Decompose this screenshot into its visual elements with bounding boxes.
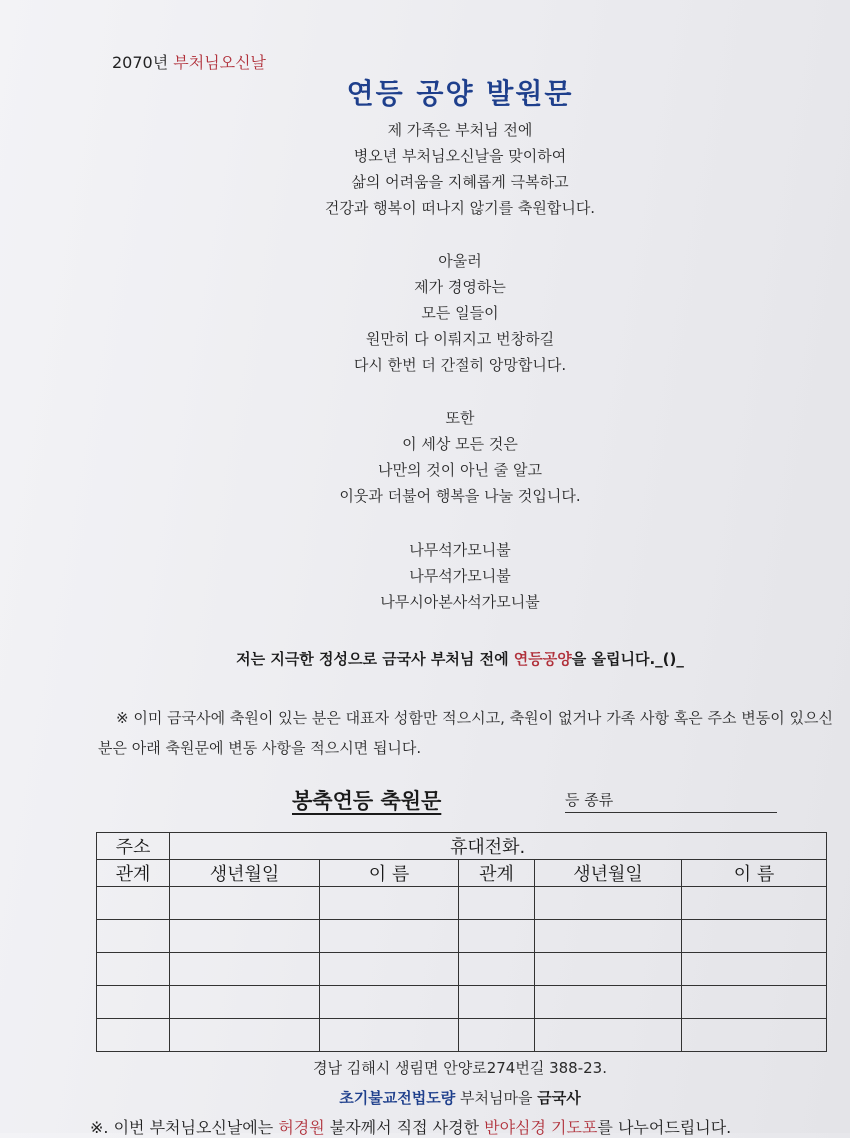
- poem-line: 병오년 부처님오신날을 맞이하여: [353, 147, 567, 165]
- table-cell[interactable]: [535, 887, 682, 920]
- temple-name: 금국사: [537, 1089, 581, 1107]
- table-cell[interactable]: [535, 1019, 682, 1052]
- bottom-prefix: ※. 이번 부처님오신날에는: [90, 1118, 279, 1137]
- poem-line: 이 세상 모든 것은: [402, 435, 518, 453]
- poem-line: 또한: [445, 409, 475, 427]
- table-cell[interactable]: [459, 887, 535, 920]
- poem-line: 모든 일들이: [421, 304, 499, 322]
- form-title: 봉축연등 축원문: [292, 789, 442, 813]
- stanza-2: [0, 248, 850, 378]
- offering-suffix: 을 올립니다._()_: [571, 650, 684, 668]
- table-row: [97, 833, 827, 860]
- poem-line: 건강과 행복이 떠나지 않기를 축원합니다.: [324, 199, 596, 217]
- year-text: 2070년: [112, 53, 169, 72]
- bottom-suffix: 를 나누어드립니다.: [597, 1118, 732, 1137]
- table-cell[interactable]: [682, 1019, 827, 1052]
- column-header: 이 름: [320, 860, 459, 887]
- org-name: 초기불교전법도량: [339, 1089, 456, 1107]
- table-cell[interactable]: [459, 1019, 535, 1052]
- table-cell[interactable]: [97, 986, 170, 1019]
- address-label: 주소: [97, 833, 170, 860]
- header-line: [112, 50, 266, 73]
- table-cell[interactable]: [320, 986, 459, 1019]
- page-title: 연등 공양 발원문: [346, 77, 574, 110]
- instruction-note: ※ 이미 금국사에 축원이 있는 분은 대표자 성함만 적으시고, 축원이 없거나 가족 사항 혹은 주소 변동이 있으신 분은 아래 축원문에 변동 사항을 적으시면 됩니다.: [98, 709, 833, 757]
- poem-line: 아울러: [438, 252, 482, 270]
- bottom-mid: 불자께서 직접 사경한: [324, 1118, 485, 1137]
- poem-line: 원만히 다 이뤄지고 번창하길: [365, 330, 555, 348]
- stanza-3: [0, 405, 850, 509]
- table-cell[interactable]: [320, 953, 459, 986]
- offering-highlight: 연등공양: [513, 650, 572, 668]
- poem-line: 제가 경영하는: [414, 278, 506, 296]
- table-cell[interactable]: [682, 986, 827, 1019]
- table-cell[interactable]: [320, 887, 459, 920]
- table-cell[interactable]: [170, 887, 320, 920]
- table-cell[interactable]: [535, 953, 682, 986]
- bottom-item: 반야심경 기도포: [484, 1118, 598, 1137]
- phone-field[interactable]: 휴대전화.: [170, 833, 827, 860]
- poem-line: 제 가족은 부처님 전에: [387, 121, 533, 139]
- poem-line: 이웃과 더불어 행복을 나눌 것입니다.: [339, 487, 581, 505]
- temple-address: 경남 김해시 생림면 안양로274번길 388-23.: [313, 1059, 607, 1077]
- table-row: [97, 953, 827, 986]
- column-header: 생년월일: [170, 860, 320, 887]
- bottom-notice: [90, 1115, 731, 1138]
- table-cell[interactable]: [97, 1019, 170, 1052]
- table-row: [97, 887, 827, 920]
- table-cell[interactable]: [320, 1019, 459, 1052]
- column-header: 생년월일: [535, 860, 682, 887]
- table-cell[interactable]: [535, 920, 682, 953]
- table-cell[interactable]: [170, 953, 320, 986]
- column-header: 관계: [97, 860, 170, 887]
- table-cell[interactable]: [170, 920, 320, 953]
- table-cell[interactable]: [682, 920, 827, 953]
- occasion-text: 부처님오신날: [173, 53, 267, 72]
- poem-line: 나만의 것이 아닌 줄 알고: [378, 461, 542, 479]
- table-cell[interactable]: [459, 953, 535, 986]
- column-header: 관계: [459, 860, 535, 887]
- table-cell[interactable]: [97, 887, 170, 920]
- table-cell[interactable]: [682, 887, 827, 920]
- offering-prefix: 저는 지극한 정성으로 금국사 부처님 전에: [236, 650, 514, 668]
- chant-block: [0, 537, 850, 615]
- lantern-type-field[interactable]: 등 종류: [565, 789, 777, 813]
- stanza-1: [0, 117, 850, 221]
- table-cell[interactable]: [535, 986, 682, 1019]
- roster-table: [96, 832, 827, 1052]
- table-cell[interactable]: [170, 986, 320, 1019]
- temple-line: [0, 1087, 850, 1108]
- table-cell[interactable]: [170, 1019, 320, 1052]
- bottom-name: 허경원: [278, 1118, 325, 1137]
- table-cell[interactable]: [97, 953, 170, 986]
- table-cell[interactable]: [320, 920, 459, 953]
- table-cell[interactable]: [459, 920, 535, 953]
- table-row: [97, 986, 827, 1019]
- table-row: [97, 1019, 827, 1052]
- table-cell[interactable]: [459, 986, 535, 1019]
- chant-line: 나무석가모니불: [409, 567, 511, 585]
- table-row: [97, 920, 827, 953]
- column-header: 이 름: [682, 860, 827, 887]
- chant-line: 나무석가모니불: [409, 541, 511, 559]
- chant-line: 나무시아본사석가모니불: [380, 593, 540, 611]
- poem-line: 다시 한번 더 간절히 앙망합니다.: [353, 356, 567, 374]
- table-header-row: [97, 860, 827, 887]
- table-cell[interactable]: [682, 953, 827, 986]
- poem-line: 삶의 어려움을 지혜롭게 극복하고: [351, 173, 569, 191]
- table-cell[interactable]: [97, 920, 170, 953]
- offering-statement: [0, 648, 850, 669]
- village-name: 부처님마을: [455, 1089, 538, 1107]
